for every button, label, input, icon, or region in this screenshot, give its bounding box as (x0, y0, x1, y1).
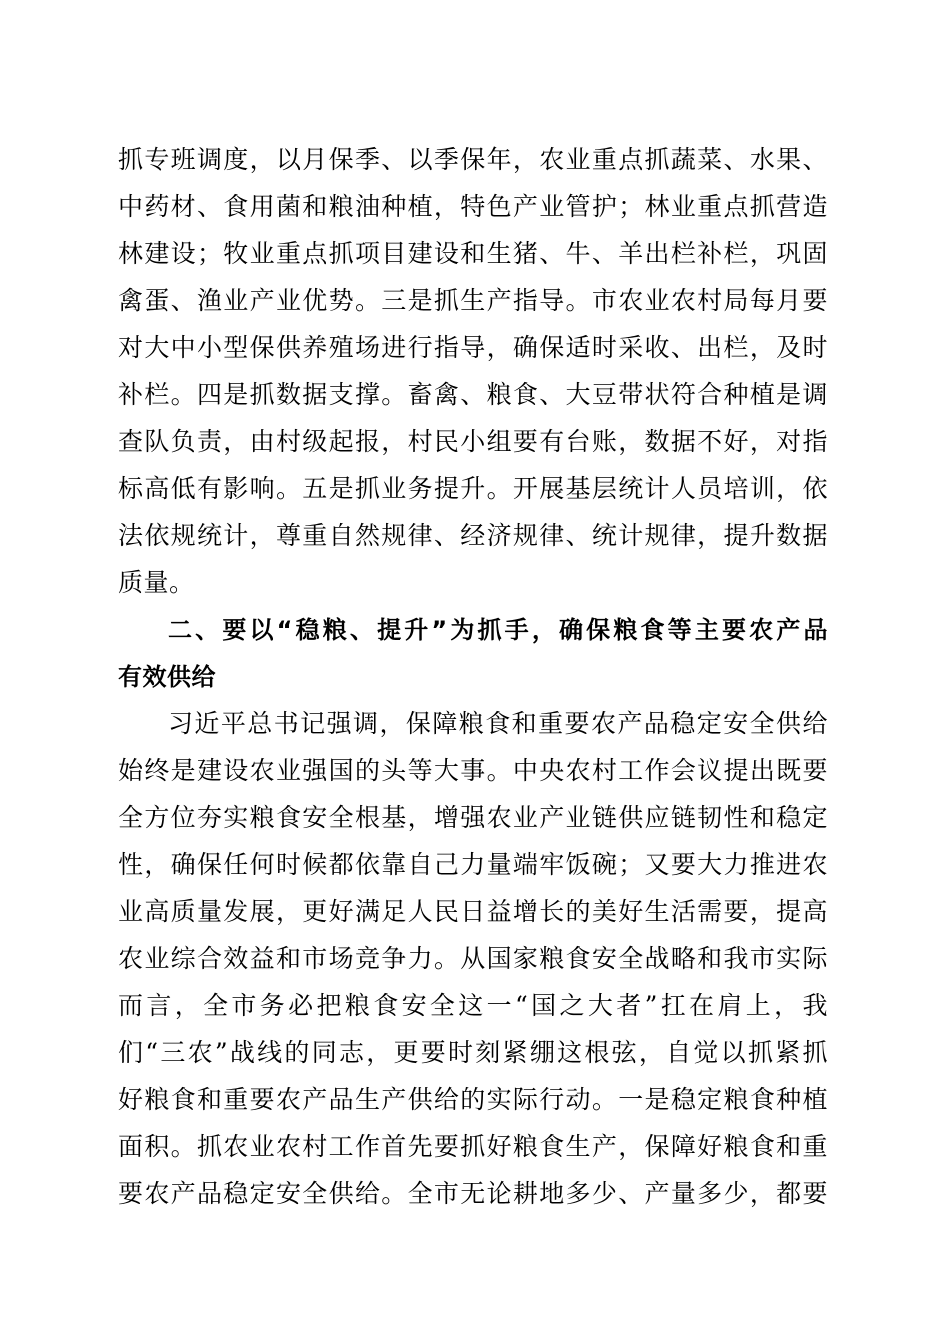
text-line: 面积。抓农业农村工作首先要抓好粮食生产，保障好粮食和重 (118, 1132, 828, 1161)
text-line: 质量。 (118, 568, 195, 597)
text-line: 业高质量发展，更好满足人民日益增长的美好生活需要，提高 (118, 897, 828, 926)
text-line: 而言，全市务必把粮食安全这一“国之大者”扛在肩上，我 (118, 991, 828, 1020)
text-line: 补栏。四是抓数据支撑。畜禽、粮食、大豆带状符合种植是调 (118, 380, 828, 409)
text-line: 法依规统计，尊重自然规律、经济规律、统计规律，提升数据 (118, 521, 828, 550)
text-line: 全方位夯实粮食安全根基，增强农业产业链供应链韧性和稳定 (118, 803, 828, 832)
text-line: 要农产品稳定安全供给。全市无论耕地多少、产量多少，都要 (118, 1179, 828, 1208)
text-line: 查队负责，由村级起报，村民小组要有台账，数据不好，对指 (118, 427, 828, 456)
text-line: 们“三农”战线的同志，更要时刻紧绷这根弦，自觉以抓紧抓 (118, 1038, 828, 1067)
text-line: 始终是建设农业强国的头等大事。中央农村工作会议提出既要 (118, 756, 828, 785)
heading-line: 二、要以“稳粮、提升”为抓手，确保粮食等主要农产品 (168, 616, 828, 644)
text-line: 标高低有影响。五是抓业务提升。开展基层统计人员培训，依 (118, 474, 828, 503)
text-line: 好粮食和重要农产品生产供给的实际行动。一是稳定粮食种植 (118, 1085, 828, 1114)
text-line: 对大中小型保供养殖场进行指导，确保适时采收、出栏，及时 (118, 333, 828, 362)
text-line: 抓专班调度，以月保季、以季保年，农业重点抓蔬菜、水果、 (118, 145, 828, 174)
text-line: 习近平总书记强调，保障粮食和重要农产品稳定安全供给 (168, 709, 828, 738)
text-line: 中药材、食用菌和粮油种植，特色产业管护；林业重点抓营造 (118, 192, 828, 221)
text-line: 性，确保任何时候都依靠自己力量端牢饭碗；又要大力推进农 (118, 850, 828, 879)
text-line: 禽蛋、渔业产业优势。三是抓生产指导。市农业农村局每月要 (118, 286, 828, 315)
heading-line: 有效供给 (118, 663, 216, 691)
text-line: 林建设；牧业重点抓项目建设和生猪、牛、羊出栏补栏，巩固 (118, 239, 828, 268)
text-line: 农业综合效益和市场竞争力。从国家粮食安全战略和我市实际 (118, 944, 828, 973)
